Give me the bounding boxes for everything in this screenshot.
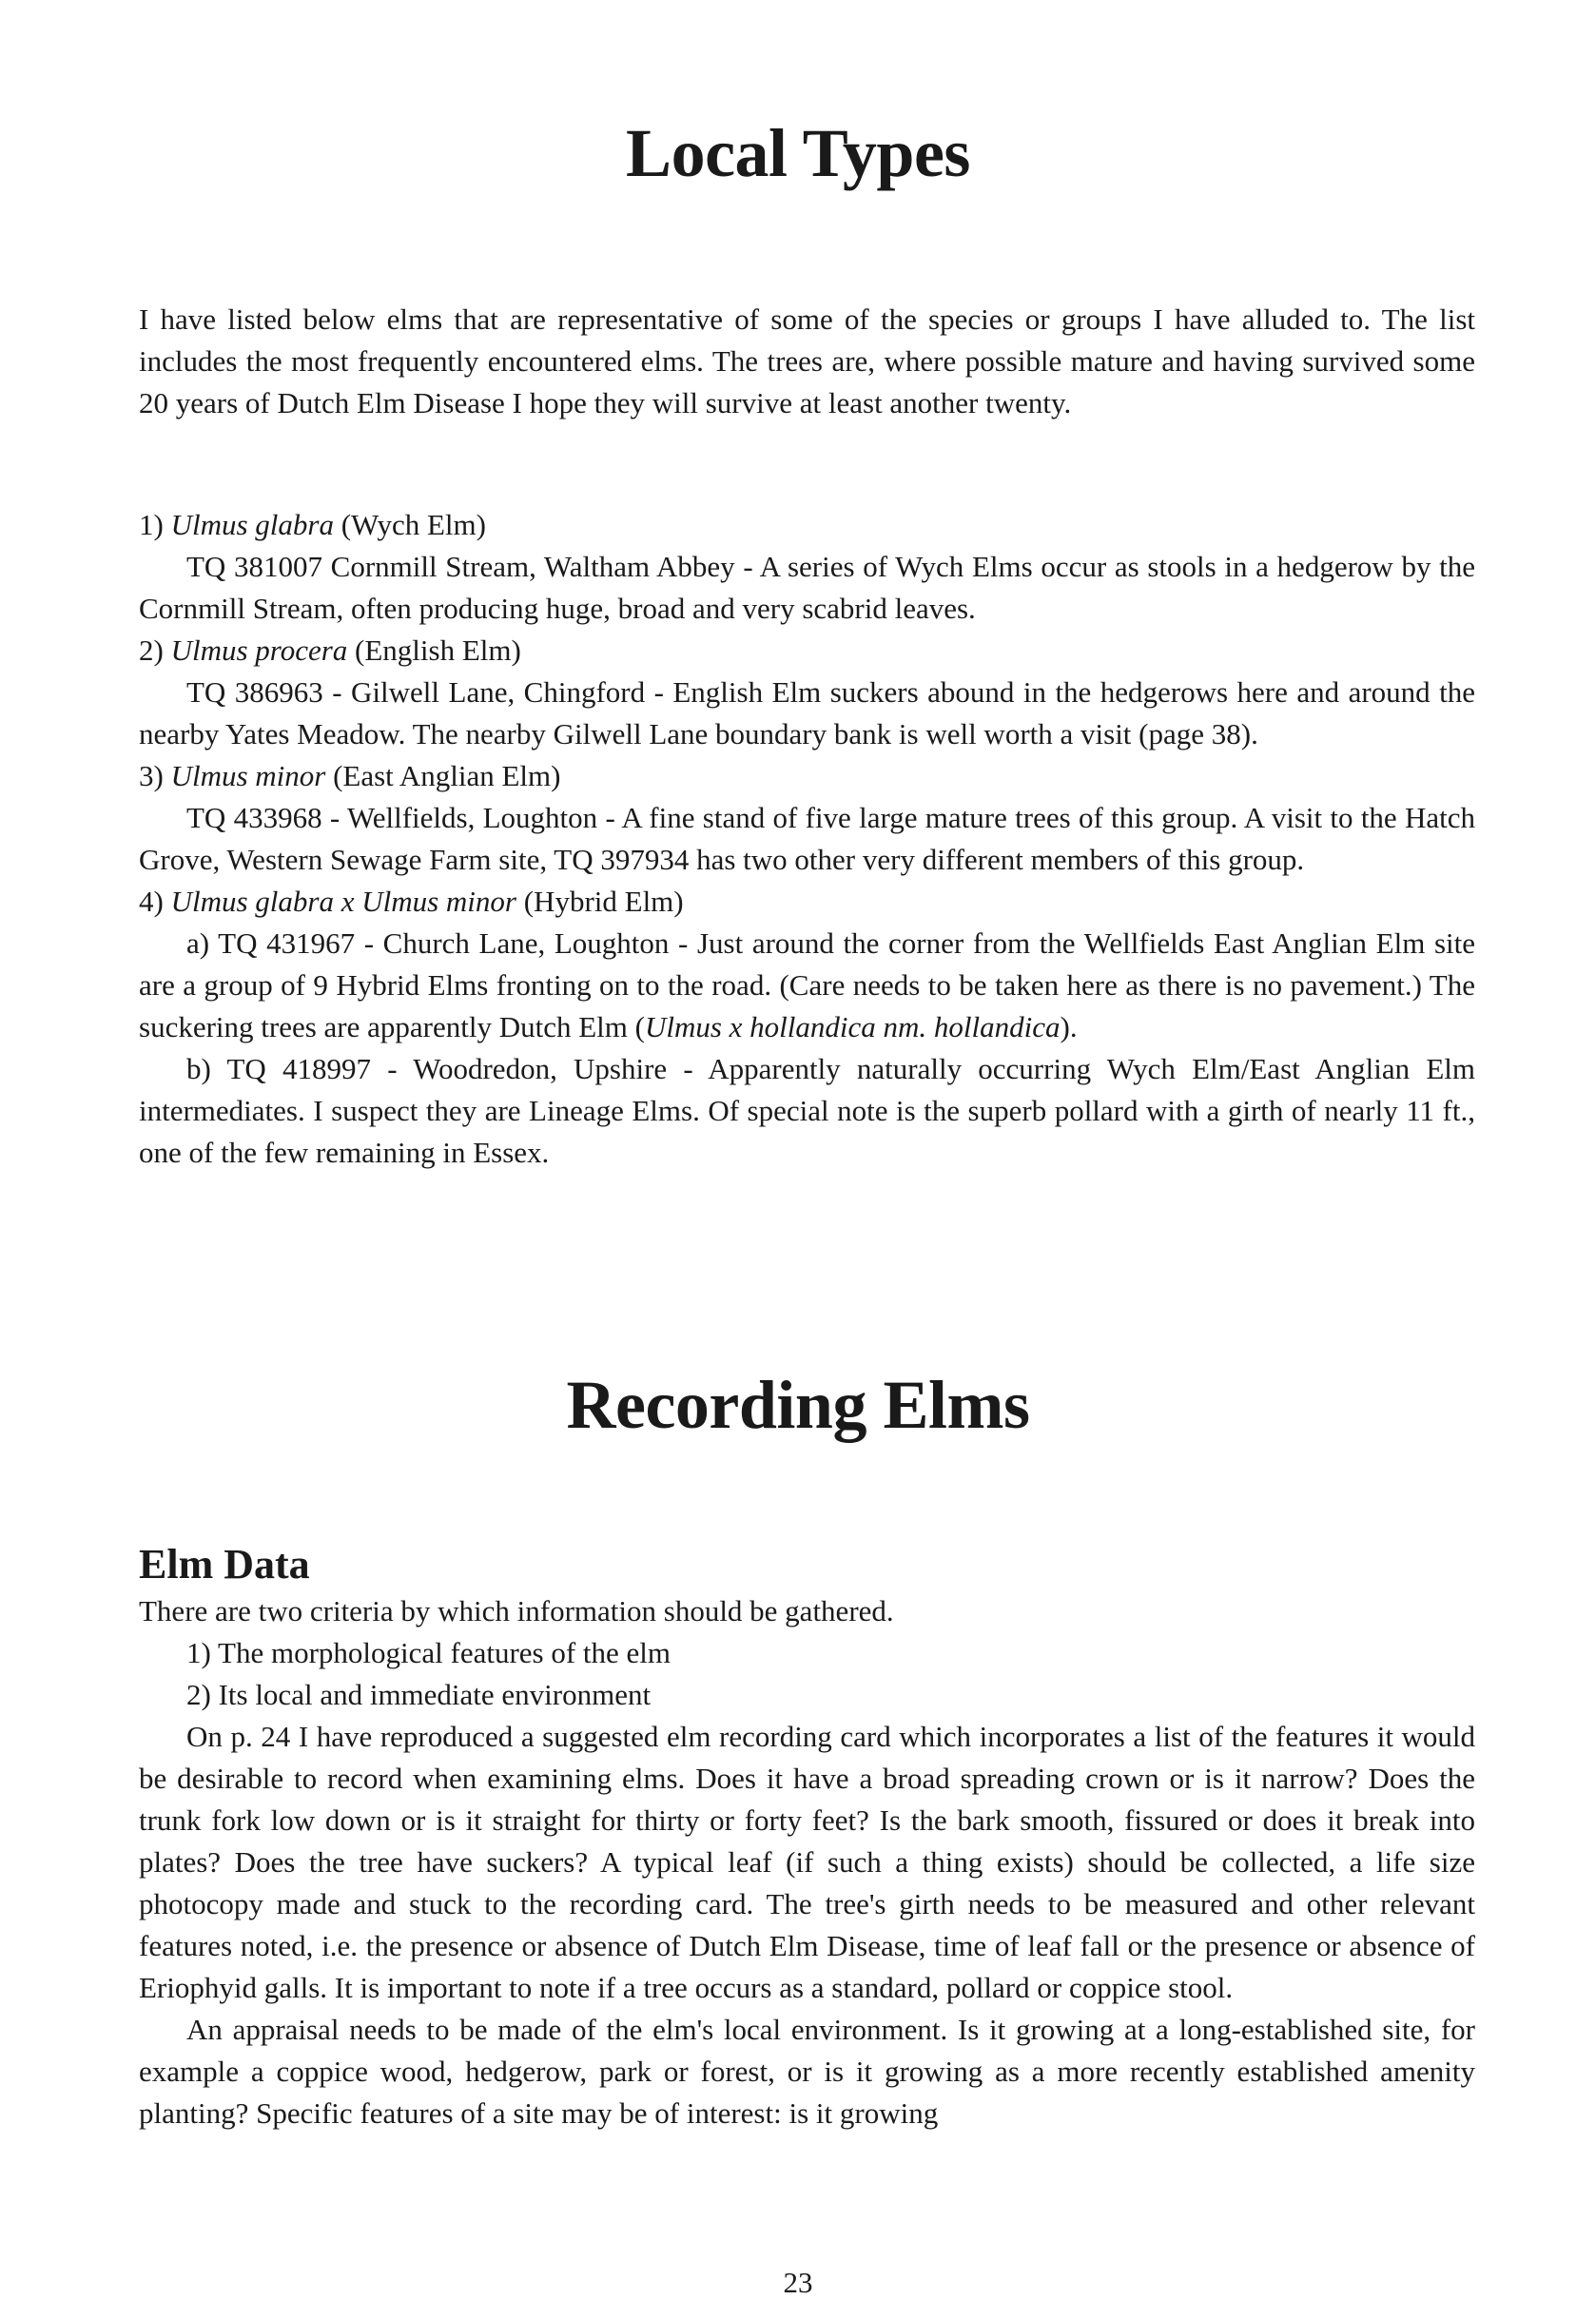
scientific-name: Ulmus glabra x Ulmus minor [170,885,516,918]
elm-data-paragraph-1: On p. 24 I have reproduced a suggested elm recording card which incorporates a list of the features it would be desirable to record when examining elms. Does it have a broad spreading crown or is it narrow? Does the trunk fork low down or is it straight for thirty or forty feet? Is the bark smooth, fissured or does it break into plates? Does the tree have suckers? A typical leaf (if such a thing exists) should be collected, a life size photocopy made and stuck to the recording card. The tree's girth needs to be measured and other relevant features noted, i.e. the presence or absence of Dutch Elm Disease, time of leaf fall or the presence or absence of Eriophyid galls. It is important to note if a tree occurs as a standard, pollard or coppice stool. [139,1720,1475,2004]
page-number: 23 [783,2266,813,2299]
elm-data-lead: There are two criteria by which information should be gathered. [139,1594,894,1627]
list-item-subentry-b: b) TQ 418997 - Woodredon, Upshire - Apparently naturally occurring Wych Elm/East Anglian Elm intermediates. I suspect they are Lineage Elms. Of special note is the superb pollard with a girth of nearly 11 ft., one of the few remaining in Essex. [139,1052,1475,1169]
criteria-item-1: 1) The morphological features of the elm [186,1636,671,1669]
list-item-description: TQ 433968 - Wellfields, Loughton - A fine stand of five large mature trees of this group. A visit to the Hatch Grove, Western Sewage Farm site, TQ 397934 has two other very different members of this group. [139,801,1475,876]
list-item-4 [139,881,1475,1174]
section-title-recording-elms: Recording Elms [566,1367,1030,1443]
scientific-name: Ulmus minor [170,759,326,792]
subheading-elm-data: Elm Data [139,1541,310,1588]
intro-paragraph-block [139,299,1475,424]
scientific-name: Ulmus glabra [170,508,334,541]
list-item-heading [139,630,1475,672]
common-name: (East Anglian Elm) [333,759,561,792]
criteria-item-2: 2) Its local and immediate environment [186,1678,652,1711]
list-item-description: TQ 381007 Cornmill Stream, Waltham Abbey - A series of Wych Elms occur as stools in a hedgerow by the Cornmill Stream, often producing huge, broad and very scabrid leaves. [139,550,1475,625]
list-item-description: TQ 386963 - Gilwell Lane, Chingford - English Elm suckers abound in the hedgerows here and around the nearby Yates Meadow. The nearby Gilwell Lane boundary bank is well worth a visit (page 38). [139,675,1475,750]
list-item-2 [139,630,1475,755]
list-item-subentry-a [139,923,1475,1048]
intro-paragraph: I have listed below elms that are representative of some of the species or groups I have alluded to. The list includes the most frequently encountered elms. The trees are, where possible mature and having survived some 20 years of Dutch Elm Disease I hope they will survive at least another twenty. [139,302,1475,419]
elm-data-paragraph-2: An appraisal needs to be made of the elm's local environment. Is it growing at a long-established site, for example a coppice wood, hedgerow, park or forest, or is it growing as a more recently established amenity planting? Specific features of a site may be of interest: is it growing [139,2013,1475,2130]
common-name: (Hybrid Elm) [523,885,684,918]
subentry-a-scientific: Ulmus x hollandica nm. hollandica [644,1010,1061,1043]
item-number: 4) [139,885,164,918]
item-number: 3) [139,759,164,792]
common-name: (Wych Elm) [341,508,486,541]
elm-data-block [139,1590,1475,2134]
subentry-a-end: ). [1060,1010,1078,1043]
local-types-list [139,504,1475,1174]
list-item-heading [139,755,1475,797]
list-item-1 [139,504,1475,630]
list-item-heading [139,504,1475,546]
subentry-a-text: a) TQ 431967 - Church Lane, Loughton - Just around the corner from the Wellfields East Anglian Elm site are a group of 9 Hybrid Elms fronting on to the road. (Care needs to be taken here as there is no pavement.) The suckering trees are apparently Dutch Elm ( [139,926,1475,1043]
list-item-3 [139,755,1475,881]
scientific-name: Ulmus procera [170,633,348,667]
item-number: 1) [139,508,164,541]
common-name: (English Elm) [355,633,521,667]
item-number: 2) [139,633,164,667]
list-item-heading [139,881,1475,923]
section-title-local-types: Local Types [626,115,970,191]
